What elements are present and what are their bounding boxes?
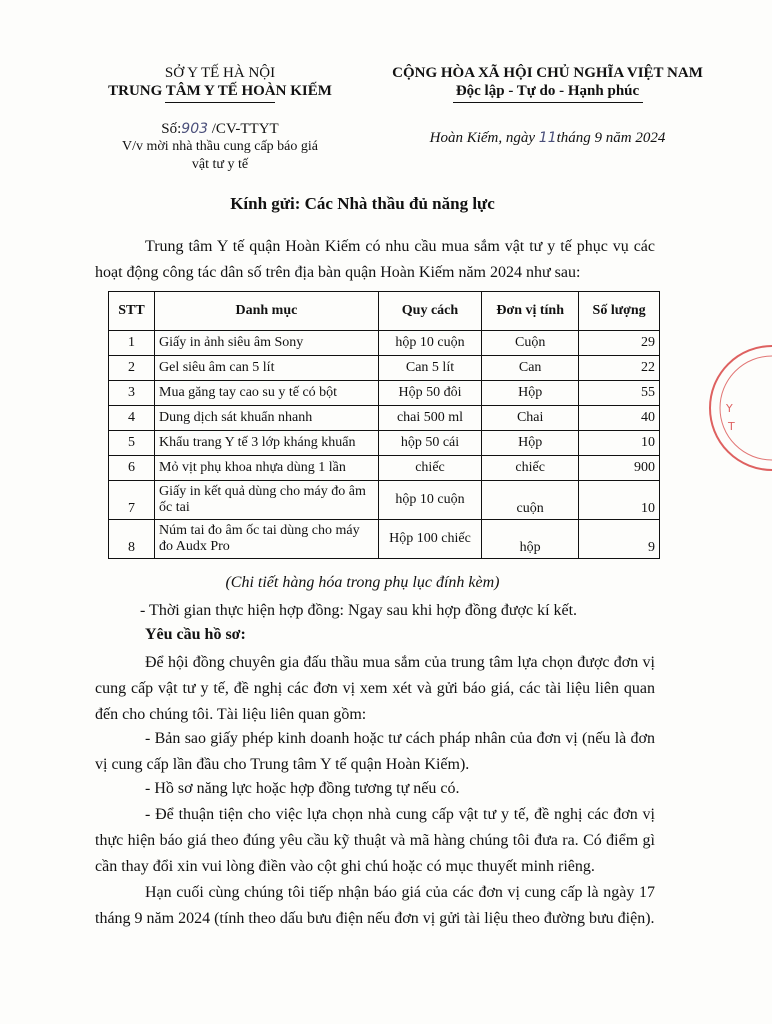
cell-name: Mỏ vịt phụ khoa nhựa dùng 1 lần (155, 456, 379, 481)
handwritten-number: 903 (181, 121, 209, 137)
cell-stt: 7 (109, 481, 155, 520)
contract-time-line: - Thời gian thực hiện hợp đồng: Ngay sau khi hợp đồng được kí kết. (140, 602, 578, 619)
cell-unit: Hộp (482, 381, 579, 406)
table-row (109, 381, 660, 406)
cell-unit: Can (482, 356, 579, 381)
table-row (109, 356, 660, 381)
cell-qty: 10 (579, 431, 660, 456)
cell-name: Giấy in ảnh siêu âm Sony (155, 331, 379, 356)
cell-qty: 10 (579, 481, 660, 520)
col-header-unit: Đơn vị tính (482, 292, 579, 331)
cell-unit: cuộn (482, 481, 579, 520)
cell-unit: Hộp (482, 431, 579, 456)
cell-spec: hộp 10 cuộn (378, 331, 481, 356)
requirement-item-license: - Bản sao giấy phép kinh doanh hoặc tư cách pháp nhân của đơn vị (nếu là đơn vị cung cấp lần đầu cho Trung tâm Y tế quận Hoàn Kiếm). (95, 730, 655, 773)
col-header-stt: STT (109, 292, 155, 331)
cell-unit: chiếc (482, 456, 579, 481)
date-suffix: tháng 9 năm 2024 (556, 130, 666, 146)
cell-stt: 5 (109, 431, 155, 456)
requirement-item-quotation: - Để thuận tiện cho việc lựa chọn nhà cung cấp vật tư y tế, đề nghị các đơn vị thực hiện báo giá theo đúng yêu cầu kỹ thuật và mã hàng chúng tôi đưa ra. Có điểm gì cần thay đổi xin vui lòng điền vào cột ghi chú hoặc có mục thuyết minh riêng. (95, 806, 655, 875)
requirements-intro: Để hội đồng chuyên gia đấu thầu mua sắm của trung tâm lựa chọn được đơn vị cung cấp vật tư y tế, đề nghị các đơn vị xem xét và gửi báo giá, các tài liệu liên quan đến cho chúng tôi. Tài liệu liên quan gồm: (95, 654, 655, 723)
issuer-block (95, 64, 345, 103)
table-row (109, 331, 660, 356)
cell-spec: chiếc (378, 456, 481, 481)
table-footnote: (Chi tiết hàng hóa trong phụ lục đính kèm) (225, 574, 500, 591)
cell-stt: 1 (109, 331, 155, 356)
requirements-heading: Yêu cầu hồ sơ: (145, 626, 246, 643)
cell-stt: 8 (109, 520, 155, 559)
cell-qty: 900 (579, 456, 660, 481)
cell-qty: 22 (579, 356, 660, 381)
requirement-item-capability: - Hồ sơ năng lực hoặc hợp đồng tương tự nếu có. (145, 780, 460, 797)
table-row (109, 456, 660, 481)
issue-date (380, 130, 715, 147)
cell-spec: Hộp 100 chiếc (378, 520, 481, 559)
document-number (95, 120, 345, 138)
cell-qty: 9 (579, 520, 660, 559)
motto-divider (453, 102, 643, 103)
table-header-row (109, 292, 660, 331)
issuer-divider (165, 102, 275, 103)
col-header-name: Danh mục (155, 292, 379, 331)
cell-spec: hộp 50 cái (378, 431, 481, 456)
cell-name: Giấy in kết quả dùng cho máy đo âm ốc tai (155, 481, 379, 520)
handwritten-day: 11 (538, 130, 557, 146)
recipient-line: Kính gửi: Các Nhà thầu đủ năng lực (230, 194, 495, 213)
table-row (109, 431, 660, 456)
issuer-name: TRUNG TÂM Y TẾ HOÀN KIẾM (108, 83, 332, 99)
cell-name: Dung dịch sát khuẩn nhanh (155, 406, 379, 431)
svg-text:T: T (728, 420, 735, 433)
number-prefix: Số: (161, 121, 182, 137)
cell-name: Núm tai đo âm ốc tai dùng cho máy đo Audx Pro (155, 520, 379, 559)
reference-block (95, 120, 345, 174)
cell-qty: 29 (579, 331, 660, 356)
cell-qty: 55 (579, 381, 660, 406)
table-row (109, 406, 660, 431)
number-suffix: /CV-TTYT (211, 121, 279, 137)
cell-name: Mua găng tay cao su y tế có bột (155, 381, 379, 406)
cell-name: Khẩu trang Y tế 3 lớp kháng khuẩn (155, 431, 379, 456)
deadline-paragraph: Hạn cuối cùng chúng tôi tiếp nhận báo giá của các đơn vị cung cấp là ngày 17 tháng 9 năm 2024 (tính theo dấu bưu điện nếu đơn vị gửi tài liệu theo đường bưu điện). (95, 884, 655, 927)
col-header-qty: Số lượng (579, 292, 660, 331)
subject-line-1: V/v mời nhà thầu cung cấp báo giá (122, 139, 318, 154)
cell-stt: 2 (109, 356, 155, 381)
date-prefix: Hoàn Kiếm, ngày (429, 130, 536, 146)
subject-line-2: vật tư y tế (191, 157, 249, 172)
cell-qty: 40 (579, 406, 660, 431)
cell-name: Gel siêu âm can 5 lít (155, 356, 379, 381)
national-motto: Độc lập - Tự do - Hạnh phúc (455, 83, 640, 99)
goods-table (108, 291, 660, 559)
table-row (109, 481, 660, 520)
table-row (109, 520, 660, 559)
cell-stt: 6 (109, 456, 155, 481)
national-title: CỘNG HÒA XÃ HỘI CHỦ NGHĨA VIỆT NAM (392, 65, 703, 81)
cell-unit: Chai (482, 406, 579, 431)
issuer-parent: SỞ Y TẾ HÀ NỘI (164, 65, 276, 81)
cell-unit: hộp (482, 520, 579, 559)
red-seal-stamp (702, 338, 772, 478)
cell-spec: chai 500 ml (378, 406, 481, 431)
national-motto-block (380, 64, 715, 103)
cell-stt: 3 (109, 381, 155, 406)
cell-spec: Can 5 lít (378, 356, 481, 381)
cell-stt: 4 (109, 406, 155, 431)
intro-paragraph: Trung tâm Y tế quận Hoàn Kiếm có nhu cầu mua sắm vật tư y tế phục vụ các hoạt động công tác dân số trên địa bàn quận Hoàn Kiếm năm 2024 như sau: (95, 238, 655, 281)
cell-unit: Cuộn (482, 331, 579, 356)
cell-spec: hộp 10 cuộn (378, 481, 481, 520)
cell-spec: Hộp 50 đôi (378, 381, 481, 406)
col-header-spec: Quy cách (378, 292, 481, 331)
svg-text:Y: Y (726, 402, 733, 415)
